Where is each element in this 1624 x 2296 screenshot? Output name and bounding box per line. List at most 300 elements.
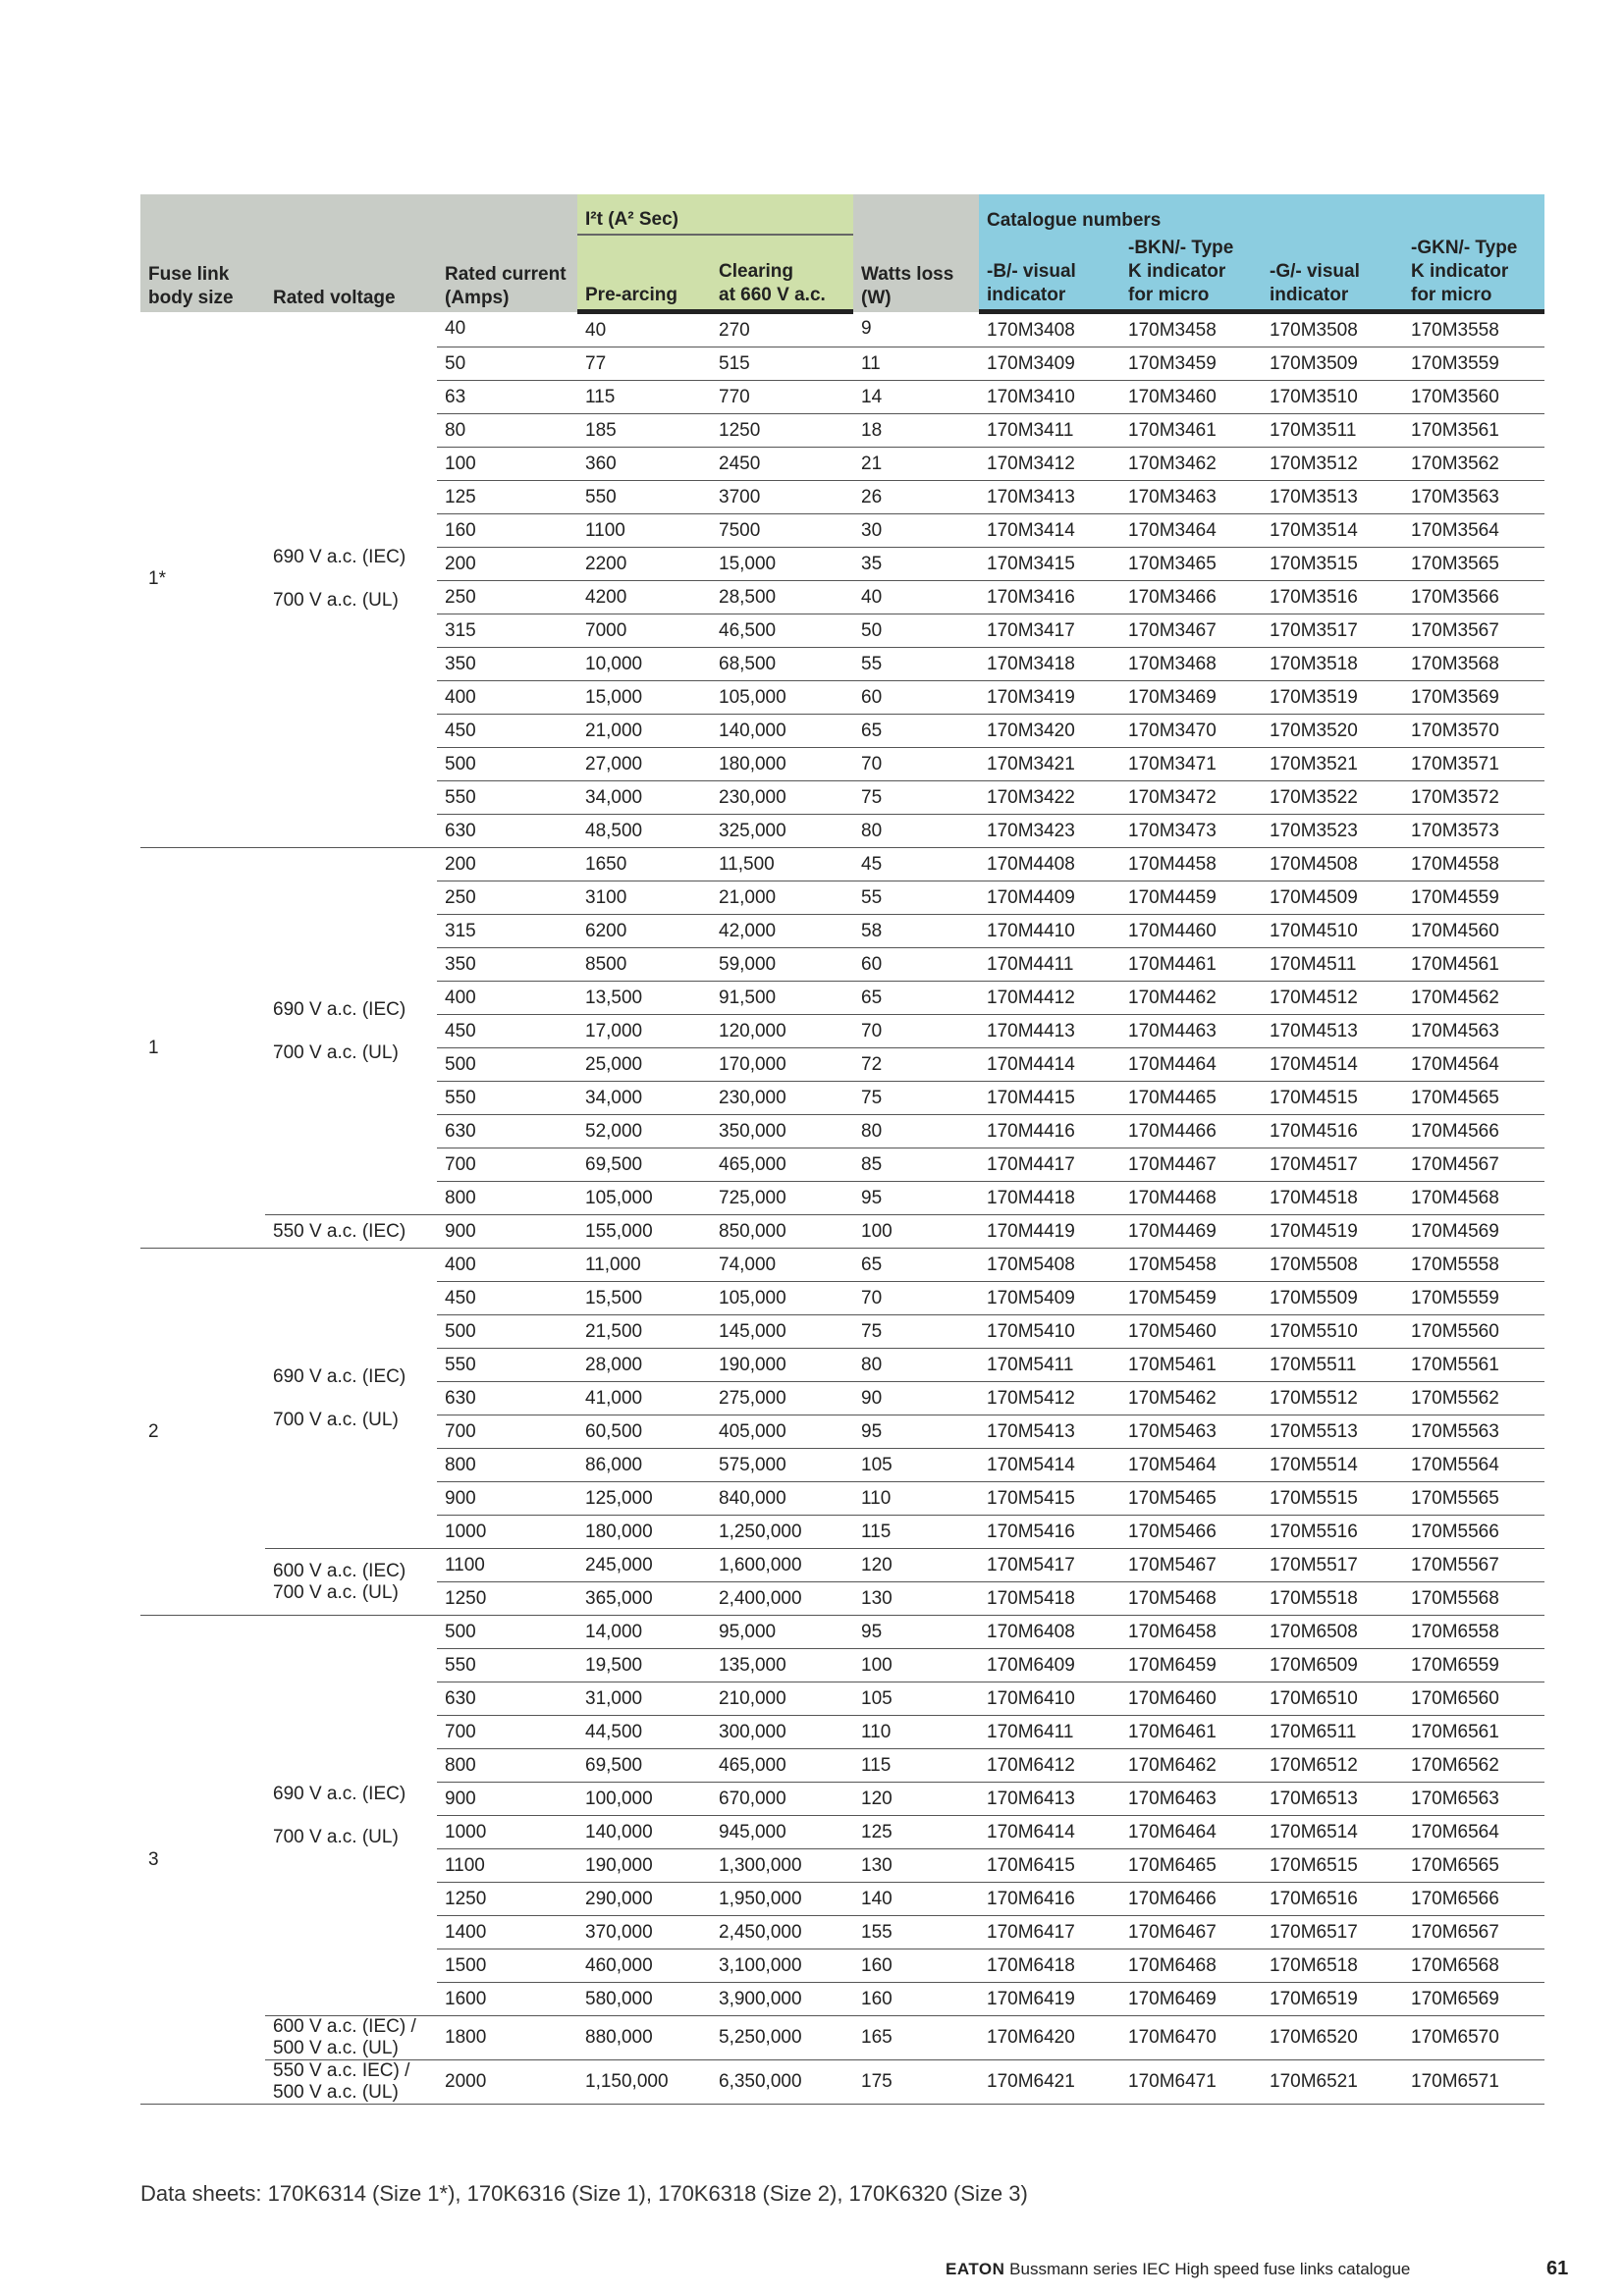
watts-loss-cell: 160 xyxy=(853,1983,979,2016)
watts-loss-cell: 50 xyxy=(853,614,979,648)
header-rated-voltage: Rated voltage xyxy=(265,194,437,312)
cat-gkn-cell: 170M6569 xyxy=(1403,1983,1544,2016)
cat-gkn-cell: 170M6568 xyxy=(1403,1949,1544,1983)
cat-b-cell: 170M4414 xyxy=(979,1048,1120,1082)
clearing-cell: 145,000 xyxy=(711,1315,853,1349)
pre-arcing-cell: 185 xyxy=(577,414,711,448)
clearing-cell: 46,500 xyxy=(711,614,853,648)
cat-g-cell: 170M3519 xyxy=(1262,681,1403,715)
rated-voltage-line: 690 V a.c. (IEC) xyxy=(273,547,406,568)
watts-loss-cell: 26 xyxy=(853,481,979,514)
header-pre-arcing: Pre-arcing xyxy=(577,235,711,312)
watts-loss-cell: 55 xyxy=(853,648,979,681)
cat-b-cell: 170M4408 xyxy=(979,848,1120,881)
rated-voltage-line: 550 V a.c. (IEC) xyxy=(273,1220,406,1242)
cat-g-cell: 170M3508 xyxy=(1262,312,1403,347)
cat-bkn-cell: 170M4461 xyxy=(1120,948,1262,982)
cat-g-cell: 170M3515 xyxy=(1262,548,1403,581)
rated-voltage-line: 700 V a.c. (UL) xyxy=(273,1409,399,1430)
cat-bkn-cell: 170M4459 xyxy=(1120,881,1262,915)
cat-b-cell: 170M6421 xyxy=(979,2060,1120,2105)
table-row xyxy=(140,2060,1544,2105)
rated-current-cell: 550 xyxy=(437,1649,577,1682)
voltage-spacer xyxy=(273,1805,429,1827)
pre-arcing-cell: 34,000 xyxy=(577,1082,711,1115)
watts-loss-cell: 35 xyxy=(853,548,979,581)
cat-bkn-cell: 170M6463 xyxy=(1120,1783,1262,1816)
voltage-spacer xyxy=(273,1388,429,1410)
cat-b-cell: 170M4409 xyxy=(979,881,1120,915)
rated-voltage-cell xyxy=(265,1215,437,1249)
clearing-cell: 2,400,000 xyxy=(711,1582,853,1616)
cat-bkn-cell: 170M3459 xyxy=(1120,347,1262,381)
rated-voltage-line: 690 V a.c. (IEC) xyxy=(273,1783,406,1804)
cat-gkn-cell: 170M3566 xyxy=(1403,581,1544,614)
rated-current-cell: 500 xyxy=(437,748,577,781)
cat-gkn-cell: 170M4567 xyxy=(1403,1148,1544,1182)
cat-g-cell: 170M4518 xyxy=(1262,1182,1403,1215)
pre-arcing-cell: 60,500 xyxy=(577,1415,711,1449)
cat-g-cell: 170M4516 xyxy=(1262,1115,1403,1148)
cat-b-cell: 170M5409 xyxy=(979,1282,1120,1315)
rated-current-cell: 400 xyxy=(437,1249,577,1282)
cat-gkn-cell: 170M3572 xyxy=(1403,781,1544,815)
rated-current-cell: 315 xyxy=(437,915,577,948)
rated-current-cell: 125 xyxy=(437,481,577,514)
rated-current-cell: 800 xyxy=(437,1749,577,1783)
rated-current-cell: 63 xyxy=(437,381,577,414)
cat-bkn-cell: 170M3464 xyxy=(1120,514,1262,548)
rated-voltage-cell xyxy=(265,312,437,848)
cat-gkn-cell: 170M3571 xyxy=(1403,748,1544,781)
cat-g-cell: 170M6509 xyxy=(1262,1649,1403,1682)
cat-bkn-cell: 170M3465 xyxy=(1120,548,1262,581)
pre-arcing-cell: 880,000 xyxy=(577,2016,711,2060)
cat-gkn-cell: 170M5563 xyxy=(1403,1415,1544,1449)
cat-b-cell: 170M6408 xyxy=(979,1616,1120,1649)
clearing-cell: 95,000 xyxy=(711,1616,853,1649)
rated-current-cell: 50 xyxy=(437,347,577,381)
cat-b-cell: 170M3412 xyxy=(979,448,1120,481)
cat-gkn-cell: 170M3561 xyxy=(1403,414,1544,448)
rated-current-cell: 800 xyxy=(437,1449,577,1482)
voltage-spacer xyxy=(273,568,429,590)
cat-gkn-cell: 170M4564 xyxy=(1403,1048,1544,1082)
cat-gkn-cell: 170M3569 xyxy=(1403,681,1544,715)
rated-voltage-cell xyxy=(265,1616,437,2016)
cat-g-cell: 170M6516 xyxy=(1262,1883,1403,1916)
header-catalogue-numbers: Catalogue numbers xyxy=(979,194,1544,235)
cat-g-cell: 170M5512 xyxy=(1262,1382,1403,1415)
body-size-cell: 2 xyxy=(140,1249,265,1616)
rated-voltage-cell xyxy=(265,848,437,1215)
rated-current-cell: 700 xyxy=(437,1415,577,1449)
cat-gkn-cell: 170M5561 xyxy=(1403,1349,1544,1382)
watts-loss-cell: 80 xyxy=(853,1349,979,1382)
cat-b-cell: 170M5410 xyxy=(979,1315,1120,1349)
watts-loss-cell: 160 xyxy=(853,1949,979,1983)
cat-bkn-cell: 170M4464 xyxy=(1120,1048,1262,1082)
watts-loss-cell: 65 xyxy=(853,715,979,748)
body-size-cell: 1 xyxy=(140,848,265,1249)
cat-b-cell: 170M5412 xyxy=(979,1382,1120,1415)
cat-gkn-cell: 170M5559 xyxy=(1403,1282,1544,1315)
cat-b-cell: 170M3410 xyxy=(979,381,1120,414)
cat-b-cell: 170M4412 xyxy=(979,982,1120,1015)
watts-loss-cell: 60 xyxy=(853,948,979,982)
watts-loss-cell: 110 xyxy=(853,1716,979,1749)
cat-b-cell: 170M5416 xyxy=(979,1516,1120,1549)
rated-current-cell: 315 xyxy=(437,614,577,648)
cat-bkn-cell: 170M4463 xyxy=(1120,1015,1262,1048)
pre-arcing-cell: 140,000 xyxy=(577,1816,711,1849)
clearing-cell: 2450 xyxy=(711,448,853,481)
watts-loss-cell: 115 xyxy=(853,1516,979,1549)
clearing-cell: 3,900,000 xyxy=(711,1983,853,2016)
header-bkn-type-k: -BKN/- Type K indicator for micro xyxy=(1120,235,1262,312)
clearing-cell: 945,000 xyxy=(711,1816,853,1849)
cat-gkn-cell: 170M4560 xyxy=(1403,915,1544,948)
clearing-cell: 210,000 xyxy=(711,1682,853,1716)
cat-bkn-cell: 170M3460 xyxy=(1120,381,1262,414)
cat-bkn-cell: 170M3462 xyxy=(1120,448,1262,481)
cat-bkn-cell: 170M3463 xyxy=(1120,481,1262,514)
cat-bkn-cell: 170M5465 xyxy=(1120,1482,1262,1516)
rated-current-cell: 80 xyxy=(437,414,577,448)
cat-bkn-cell: 170M4465 xyxy=(1120,1082,1262,1115)
rated-current-cell: 100 xyxy=(437,448,577,481)
rated-current-cell: 160 xyxy=(437,514,577,548)
rated-current-cell: 2000 xyxy=(437,2060,577,2105)
rated-current-cell: 200 xyxy=(437,848,577,881)
cat-g-cell: 170M6515 xyxy=(1262,1849,1403,1883)
pre-arcing-cell: 1100 xyxy=(577,514,711,548)
clearing-cell: 11,500 xyxy=(711,848,853,881)
cat-b-cell: 170M3409 xyxy=(979,347,1120,381)
cat-gkn-cell: 170M6567 xyxy=(1403,1916,1544,1949)
watts-loss-cell: 125 xyxy=(853,1816,979,1849)
cat-b-cell: 170M5414 xyxy=(979,1449,1120,1482)
cat-g-cell: 170M3522 xyxy=(1262,781,1403,815)
watts-loss-cell: 21 xyxy=(853,448,979,481)
rated-voltage-cell xyxy=(265,2016,437,2060)
rated-current-cell: 400 xyxy=(437,982,577,1015)
cat-b-cell: 170M6419 xyxy=(979,1983,1120,2016)
rated-voltage-line: 500 V a.c. (UL) xyxy=(273,2038,399,2058)
cat-gkn-cell: 170M4562 xyxy=(1403,982,1544,1015)
cat-b-cell: 170M6416 xyxy=(979,1883,1120,1916)
pre-arcing-cell: 31,000 xyxy=(577,1682,711,1716)
clearing-cell: 1250 xyxy=(711,414,853,448)
header-body-size: Fuse link body size xyxy=(140,194,265,312)
watts-loss-cell: 80 xyxy=(853,1115,979,1148)
pre-arcing-cell: 41,000 xyxy=(577,1382,711,1415)
rated-voltage-cell xyxy=(265,2060,437,2105)
watts-loss-cell: 105 xyxy=(853,1449,979,1482)
clearing-cell: 5,250,000 xyxy=(711,2016,853,2060)
table-row xyxy=(140,312,1544,347)
pre-arcing-cell: 27,000 xyxy=(577,748,711,781)
cat-g-cell: 170M3510 xyxy=(1262,381,1403,414)
voltage-spacer xyxy=(273,1021,429,1042)
watts-loss-cell: 95 xyxy=(853,1182,979,1215)
cat-b-cell: 170M4415 xyxy=(979,1082,1120,1115)
watts-loss-cell: 30 xyxy=(853,514,979,548)
rated-current-cell: 1250 xyxy=(437,1582,577,1616)
cat-b-cell: 170M3411 xyxy=(979,414,1120,448)
pre-arcing-cell: 21,000 xyxy=(577,715,711,748)
cat-b-cell: 170M5415 xyxy=(979,1482,1120,1516)
cat-bkn-cell: 170M6460 xyxy=(1120,1682,1262,1716)
clearing-cell: 91,500 xyxy=(711,982,853,1015)
pre-arcing-cell: 550 xyxy=(577,481,711,514)
cat-bkn-cell: 170M5458 xyxy=(1120,1249,1262,1282)
cat-g-cell: 170M5516 xyxy=(1262,1516,1403,1549)
cat-g-cell: 170M5510 xyxy=(1262,1315,1403,1349)
cat-b-cell: 170M6413 xyxy=(979,1783,1120,1816)
cat-bkn-cell: 170M3471 xyxy=(1120,748,1262,781)
cat-bkn-cell: 170M3469 xyxy=(1120,681,1262,715)
pre-arcing-cell: 460,000 xyxy=(577,1949,711,1983)
pre-arcing-cell: 19,500 xyxy=(577,1649,711,1682)
rated-current-cell: 630 xyxy=(437,1382,577,1415)
cat-bkn-cell: 170M6462 xyxy=(1120,1749,1262,1783)
cat-g-cell: 170M5517 xyxy=(1262,1549,1403,1582)
rated-voltage-line: 700 V a.c. (UL) xyxy=(273,590,399,612)
rated-current-cell: 900 xyxy=(437,1482,577,1516)
cat-b-cell: 170M3422 xyxy=(979,781,1120,815)
cat-g-cell: 170M6510 xyxy=(1262,1682,1403,1716)
cat-bkn-cell: 170M6471 xyxy=(1120,2060,1262,2105)
rated-current-cell: 1600 xyxy=(437,1983,577,2016)
cat-b-cell: 170M4417 xyxy=(979,1148,1120,1182)
rated-voltage-line: 600 V a.c. (IEC) xyxy=(273,1560,406,1581)
rated-current-cell: 900 xyxy=(437,1215,577,1249)
rated-current-cell: 1100 xyxy=(437,1849,577,1883)
cat-bkn-cell: 170M5460 xyxy=(1120,1315,1262,1349)
clearing-cell: 770 xyxy=(711,381,853,414)
cat-gkn-cell: 170M4566 xyxy=(1403,1115,1544,1148)
cat-g-cell: 170M6512 xyxy=(1262,1749,1403,1783)
pre-arcing-cell: 190,000 xyxy=(577,1849,711,1883)
cat-gkn-cell: 170M6558 xyxy=(1403,1616,1544,1649)
clearing-cell: 230,000 xyxy=(711,781,853,815)
cat-bkn-cell: 170M4469 xyxy=(1120,1215,1262,1249)
cat-gkn-cell: 170M4558 xyxy=(1403,848,1544,881)
cat-g-cell: 170M4519 xyxy=(1262,1215,1403,1249)
cat-g-cell: 170M6519 xyxy=(1262,1983,1403,2016)
cat-g-cell: 170M6521 xyxy=(1262,2060,1403,2105)
cat-b-cell: 170M3423 xyxy=(979,815,1120,848)
cat-bkn-cell: 170M6466 xyxy=(1120,1883,1262,1916)
pre-arcing-cell: 8500 xyxy=(577,948,711,982)
pre-arcing-cell: 21,500 xyxy=(577,1315,711,1349)
cat-bkn-cell: 170M3468 xyxy=(1120,648,1262,681)
rated-current-cell: 550 xyxy=(437,781,577,815)
cat-gkn-cell: 170M5566 xyxy=(1403,1516,1544,1549)
clearing-cell: 465,000 xyxy=(711,1148,853,1182)
rated-current-cell: 450 xyxy=(437,1015,577,1048)
watts-loss-cell: 100 xyxy=(853,1649,979,1682)
cat-g-cell: 170M4509 xyxy=(1262,881,1403,915)
body-size-cell: 1* xyxy=(140,312,265,848)
clearing-cell: 1,600,000 xyxy=(711,1549,853,1582)
cat-g-cell: 170M6511 xyxy=(1262,1716,1403,1749)
cat-b-cell: 170M3419 xyxy=(979,681,1120,715)
rated-voltage-line: 500 V a.c. (UL) xyxy=(273,2082,399,2103)
cat-gkn-cell: 170M6562 xyxy=(1403,1749,1544,1783)
watts-loss-cell: 120 xyxy=(853,1549,979,1582)
watts-loss-cell: 70 xyxy=(853,748,979,781)
watts-loss-cell: 65 xyxy=(853,1249,979,1282)
cat-gkn-cell: 170M6565 xyxy=(1403,1849,1544,1883)
cat-gkn-cell: 170M3564 xyxy=(1403,514,1544,548)
cat-bkn-cell: 170M3461 xyxy=(1120,414,1262,448)
rated-current-cell: 1000 xyxy=(437,1816,577,1849)
cat-g-cell: 170M4512 xyxy=(1262,982,1403,1015)
cat-b-cell: 170M3413 xyxy=(979,481,1120,514)
table-row xyxy=(140,1616,1544,1649)
table-row xyxy=(140,1249,1544,1282)
header-b-visual: -B/- visual indicator xyxy=(979,235,1120,312)
pre-arcing-cell: 290,000 xyxy=(577,1883,711,1916)
watts-loss-cell: 90 xyxy=(853,1382,979,1415)
cat-b-cell: 170M4419 xyxy=(979,1215,1120,1249)
cat-bkn-cell: 170M6458 xyxy=(1120,1616,1262,1649)
clearing-cell: 2,450,000 xyxy=(711,1916,853,1949)
cat-bkn-cell: 170M6459 xyxy=(1120,1649,1262,1682)
clearing-cell: 7500 xyxy=(711,514,853,548)
pre-arcing-cell: 1650 xyxy=(577,848,711,881)
pre-arcing-cell: 2200 xyxy=(577,548,711,581)
clearing-cell: 850,000 xyxy=(711,1215,853,1249)
cat-gkn-cell: 170M3558 xyxy=(1403,312,1544,347)
pre-arcing-cell: 180,000 xyxy=(577,1516,711,1549)
cat-b-cell: 170M3420 xyxy=(979,715,1120,748)
cat-b-cell: 170M5417 xyxy=(979,1549,1120,1582)
watts-loss-cell: 65 xyxy=(853,982,979,1015)
cat-g-cell: 170M5513 xyxy=(1262,1415,1403,1449)
pre-arcing-cell: 6200 xyxy=(577,915,711,948)
cat-g-cell: 170M3511 xyxy=(1262,414,1403,448)
watts-loss-cell: 55 xyxy=(853,881,979,915)
rated-voltage-cell xyxy=(265,1249,437,1549)
watts-loss-cell: 18 xyxy=(853,414,979,448)
cat-bkn-cell: 170M6465 xyxy=(1120,1849,1262,1883)
rated-current-cell: 200 xyxy=(437,548,577,581)
cat-gkn-cell: 170M6560 xyxy=(1403,1682,1544,1716)
rated-current-cell: 500 xyxy=(437,1616,577,1649)
pre-arcing-cell: 17,000 xyxy=(577,1015,711,1048)
cat-bkn-cell: 170M3466 xyxy=(1120,581,1262,614)
watts-loss-cell: 75 xyxy=(853,1082,979,1115)
cat-b-cell: 170M3414 xyxy=(979,514,1120,548)
cat-gkn-cell: 170M4561 xyxy=(1403,948,1544,982)
cat-gkn-cell: 170M4568 xyxy=(1403,1182,1544,1215)
pre-arcing-cell: 77 xyxy=(577,347,711,381)
cat-b-cell: 170M6410 xyxy=(979,1682,1120,1716)
cat-gkn-cell: 170M6563 xyxy=(1403,1783,1544,1816)
cat-bkn-cell: 170M6468 xyxy=(1120,1949,1262,1983)
cat-gkn-cell: 170M6561 xyxy=(1403,1716,1544,1749)
cat-g-cell: 170M3509 xyxy=(1262,347,1403,381)
pre-arcing-cell: 13,500 xyxy=(577,982,711,1015)
rated-voltage-line: 550 V a.c. IEC) / xyxy=(273,2060,410,2081)
cat-gkn-cell: 170M4565 xyxy=(1403,1082,1544,1115)
watts-loss-cell: 60 xyxy=(853,681,979,715)
pre-arcing-cell: 3100 xyxy=(577,881,711,915)
table-row xyxy=(140,1549,1544,1582)
rated-voltage-line: 600 V a.c. (IEC) / xyxy=(273,2016,416,2037)
cat-b-cell: 170M6415 xyxy=(979,1849,1120,1883)
pre-arcing-cell: 7000 xyxy=(577,614,711,648)
cat-gkn-cell: 170M3570 xyxy=(1403,715,1544,748)
cat-gkn-cell: 170M3559 xyxy=(1403,347,1544,381)
cat-g-cell: 170M5518 xyxy=(1262,1582,1403,1616)
cat-g-cell: 170M4513 xyxy=(1262,1015,1403,1048)
cat-bkn-cell: 170M4468 xyxy=(1120,1182,1262,1215)
cat-g-cell: 170M6518 xyxy=(1262,1949,1403,1983)
watts-loss-cell: 75 xyxy=(853,781,979,815)
cat-gkn-cell: 170M5565 xyxy=(1403,1482,1544,1516)
cat-gkn-cell: 170M5562 xyxy=(1403,1382,1544,1415)
cat-bkn-cell: 170M5462 xyxy=(1120,1382,1262,1415)
cat-bkn-cell: 170M4467 xyxy=(1120,1148,1262,1182)
footer-catalogue-title: Bussmann series IEC High speed fuse links catalogue xyxy=(1009,2260,1411,2278)
eaton-logo-text: EATON xyxy=(946,2260,1005,2278)
watts-loss-cell: 45 xyxy=(853,848,979,881)
pre-arcing-cell: 48,500 xyxy=(577,815,711,848)
cat-bkn-cell: 170M6470 xyxy=(1120,2016,1262,2060)
watts-loss-cell: 155 xyxy=(853,1916,979,1949)
watts-loss-cell: 14 xyxy=(853,381,979,414)
cat-g-cell: 170M3521 xyxy=(1262,748,1403,781)
cat-b-cell: 170M6411 xyxy=(979,1716,1120,1749)
rated-current-cell: 450 xyxy=(437,1282,577,1315)
pre-arcing-cell: 69,500 xyxy=(577,1749,711,1783)
rated-current-cell: 700 xyxy=(437,1148,577,1182)
watts-loss-cell: 110 xyxy=(853,1482,979,1516)
cat-gkn-cell: 170M6571 xyxy=(1403,2060,1544,2105)
cat-gkn-cell: 170M3560 xyxy=(1403,381,1544,414)
cat-b-cell: 170M6418 xyxy=(979,1949,1120,1983)
rated-voltage-line: 700 V a.c. (UL) xyxy=(273,1581,399,1603)
clearing-cell: 3700 xyxy=(711,481,853,514)
watts-loss-cell: 72 xyxy=(853,1048,979,1082)
clearing-cell: 21,000 xyxy=(711,881,853,915)
rated-current-cell: 1800 xyxy=(437,2016,577,2060)
cat-b-cell: 170M4410 xyxy=(979,915,1120,948)
cat-b-cell: 170M4418 xyxy=(979,1182,1120,1215)
clearing-cell: 68,500 xyxy=(711,648,853,681)
clearing-cell: 670,000 xyxy=(711,1783,853,1816)
cat-bkn-cell: 170M5463 xyxy=(1120,1415,1262,1449)
clearing-cell: 515 xyxy=(711,347,853,381)
header-rated-current: Rated current (Amps) xyxy=(437,194,577,312)
header-g-visual: -G/- visual indicator xyxy=(1262,235,1403,312)
cat-gkn-cell: 170M3567 xyxy=(1403,614,1544,648)
clearing-cell: 120,000 xyxy=(711,1015,853,1048)
pre-arcing-cell: 52,000 xyxy=(577,1115,711,1148)
watts-loss-cell: 75 xyxy=(853,1315,979,1349)
clearing-cell: 465,000 xyxy=(711,1749,853,1783)
watts-loss-cell: 70 xyxy=(853,1015,979,1048)
cat-g-cell: 170M4514 xyxy=(1262,1048,1403,1082)
cat-bkn-cell: 170M5459 xyxy=(1120,1282,1262,1315)
pre-arcing-cell: 10,000 xyxy=(577,648,711,681)
cat-g-cell: 170M3520 xyxy=(1262,715,1403,748)
watts-loss-cell: 130 xyxy=(853,1582,979,1616)
